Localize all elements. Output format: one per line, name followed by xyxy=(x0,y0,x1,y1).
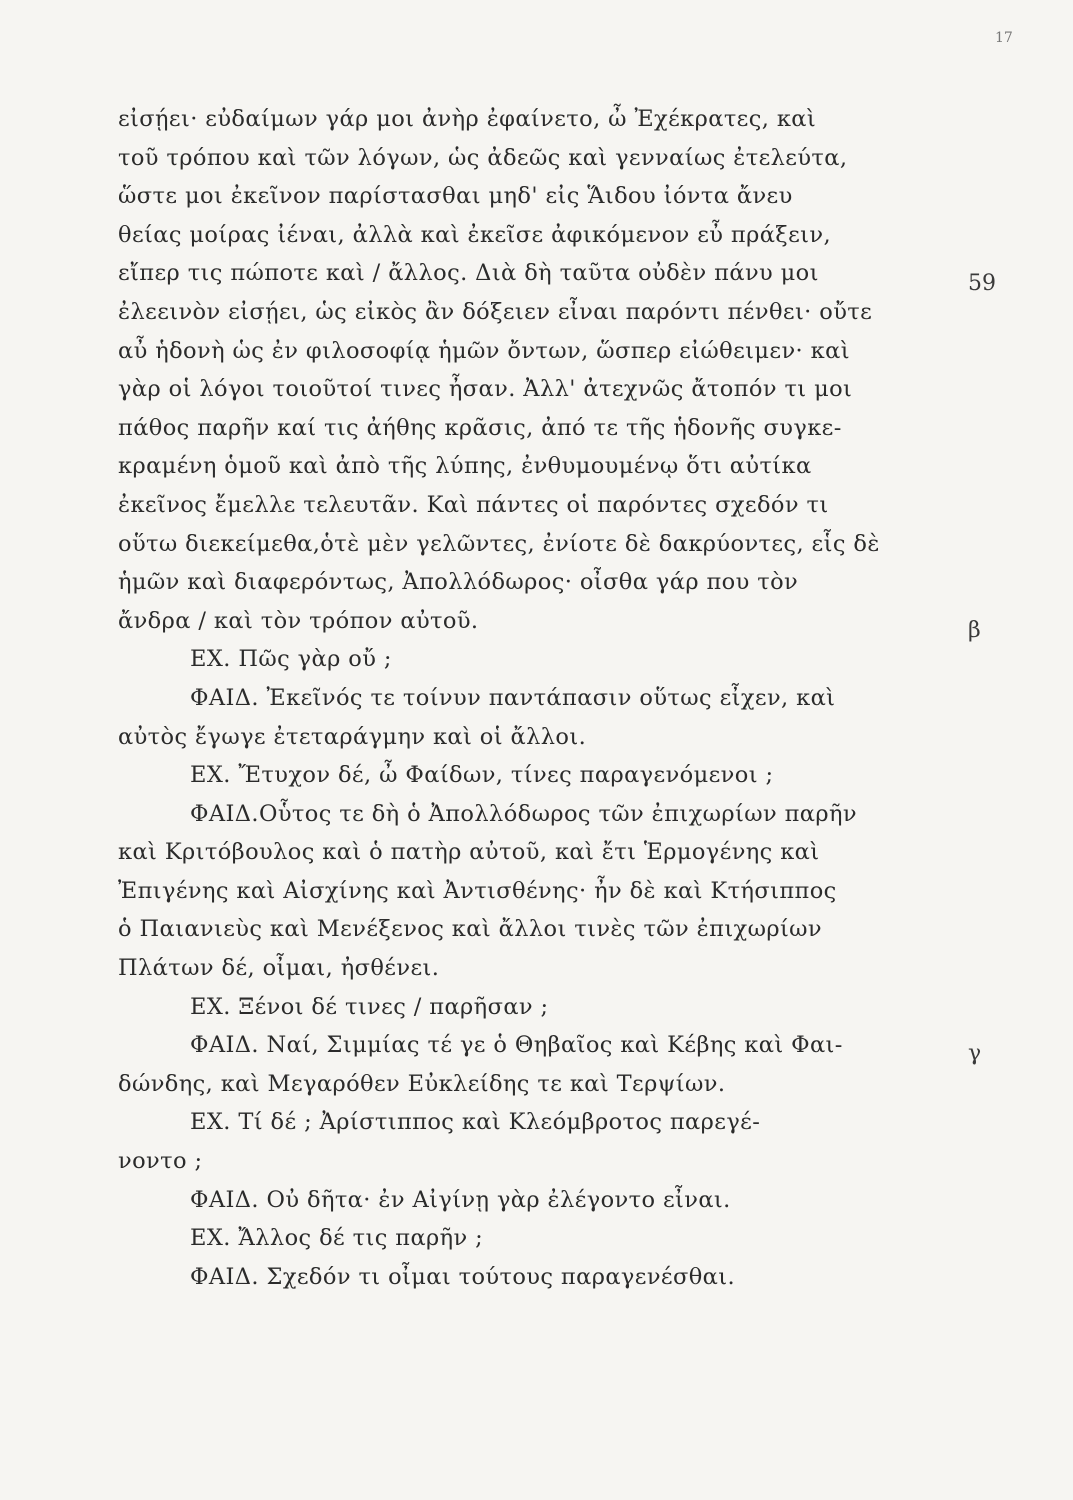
text-line: ἄνδρα / καὶ τὸν τρόπον αὐτοῦ. xyxy=(118,607,479,634)
speaker-line: ΦΑΙΔ. Ναί, Σιμμίας τέ γε ὁ Θηβαῖος καὶ Κέβης καὶ Φαι- xyxy=(190,1032,843,1059)
text-line: αὐτὸς ἔγωγε ἐτεταράγμην καὶ οἱ ἄλλοι. xyxy=(118,723,587,750)
text-line: ὥστε μοι ἐκεῖνον παρίστασθαι μηδ' εἰς Ἅιδου ἰόντα ἄνευ xyxy=(118,183,793,210)
text-line: καὶ Κριτόβουλος καὶ ὁ πατὴρ αὐτοῦ, καὶ ἔτι Ἑρμογένης καὶ xyxy=(118,839,820,866)
margin-note-59: 59 xyxy=(968,271,996,296)
speaker-line: ΕΧ. Ἄλλος δέ τις παρῆν ; xyxy=(190,1225,484,1252)
text-line: θείας μοίρας ἰέναι, ἀλλὰ καὶ ἐκεῖσε ἀφικόμενον εὖ πράξειν, xyxy=(118,221,831,248)
text-line: αὖ ἡδονὴ ὡς ἐν φιλοσοφίᾳ ἡμῶν ὄντων, ὥσπερ εἰώθειμεν· καὶ xyxy=(118,337,850,364)
speaker-line: ΕΧ. Τί δέ ; Ἀρίστιππος καὶ Κλεόμβροτος παρεγέ- xyxy=(190,1109,761,1136)
text-line: Πλάτων δέ, οἶμαι, ἠσθένει. xyxy=(118,955,440,982)
text-line: Ἐπιγένης καὶ Αἰσχίνης καὶ Ἀντισθένης· ἦν δὲ καὶ Κτήσιππος xyxy=(118,877,837,904)
greek-text-block xyxy=(118,100,948,1296)
speaker-line: ΕΧ. Ξένοι δέ τινες / παρῆσαν ; xyxy=(190,993,549,1020)
text-line: εἰσῄει· εὐδαίμων γάρ μοι ἀνὴρ ἐφαίνετο, ὦ Ἐχέκρατες, καὶ xyxy=(118,106,817,132)
speaker-line: ΦΑΙΔ. Οὐ δῆτα· ἐν Αἰγίνῃ γὰρ ἐλέγοντο εἶναι. xyxy=(190,1186,731,1213)
text-line: τοῦ τρόπου καὶ τῶν λόγων, ὡς ἀδεῶς καὶ γενναίως ἐτελεύτα, xyxy=(118,144,848,171)
text-line: ἡμῶν καὶ διαφερόντως, Ἀπολλόδωρος· οἶσθα γάρ που τὸν xyxy=(118,569,799,596)
speaker-line: ΕΧ. Πῶς γὰρ οὔ ; xyxy=(190,646,392,673)
text-line: ἐλεεινὸν εἰσῄει, ὡς εἰκὸς ἂν δόξειεν εἶναι παρόντι πένθει· οὔτε xyxy=(118,298,873,325)
text-line: οὕτω διεκείμεθα,ὁτὲ μὲν γελῶντες, ἐνίοτε δὲ δακρύοντες, εἷς δὲ xyxy=(118,530,880,557)
text-line: εἴπερ τις πώποτε καὶ / ἄλλος. Διὰ δὴ ταῦτα οὐδὲν πάνυ μοι xyxy=(118,260,819,287)
text-line: ὁ Παιανιεὺς καὶ Μενέξενος καὶ ἄλλοι τινὲς τῶν ἐπιχωρίων xyxy=(118,916,823,943)
speaker-line: ΦΑΙΔ. Ἐκεῖνός τε τοίνυν παντάπασιν οὕτως εἶχεν, καὶ xyxy=(190,684,836,711)
margin-note-beta: β xyxy=(968,618,981,643)
text-line: νοντο ; xyxy=(118,1148,203,1175)
text-line: δώνδης, καὶ Μεγαρόθεν Εὐκλείδης τε καὶ Τερψίων. xyxy=(118,1070,726,1097)
text-line: πάθος παρῆν καί τις ἀήθης κρᾶσις, ἀπό τε τῆς ἡδονῆς συγκε- xyxy=(118,414,842,441)
text-line: γὰρ οἱ λόγοι τοιοῦτοί τινες ἦσαν. Ἀλλ' ἀτεχνῶς ἄτοπόν τι μοι xyxy=(118,376,853,403)
text-line: ἐκεῖνος ἔμελλε τελευτᾶν. Καὶ πάντες οἱ παρόντες σχεδόν τι xyxy=(118,491,829,518)
speaker-line: ΕΧ. Ἔτυχον δέ, ὦ Φαίδων, τίνες παραγενόμενοι ; xyxy=(190,762,774,789)
text-line: κραμένη ὁμοῦ καὶ ἀπὸ τῆς λύπης, ἐνθυμουμένῳ ὅτι αὐτίκα xyxy=(118,453,812,480)
page-number: 17 xyxy=(995,30,1013,46)
speaker-line: ΦΑΙΔ. Σχεδόν τι οἶμαι τούτους παραγενέσθαι. xyxy=(190,1263,736,1290)
margin-note-gamma: γ xyxy=(968,1041,982,1066)
speaker-line: ΦΑΙΔ.Οὗτος τε δὴ ὁ Ἀπολλόδωρος τῶν ἐπιχωρίων παρῆν xyxy=(190,800,857,827)
